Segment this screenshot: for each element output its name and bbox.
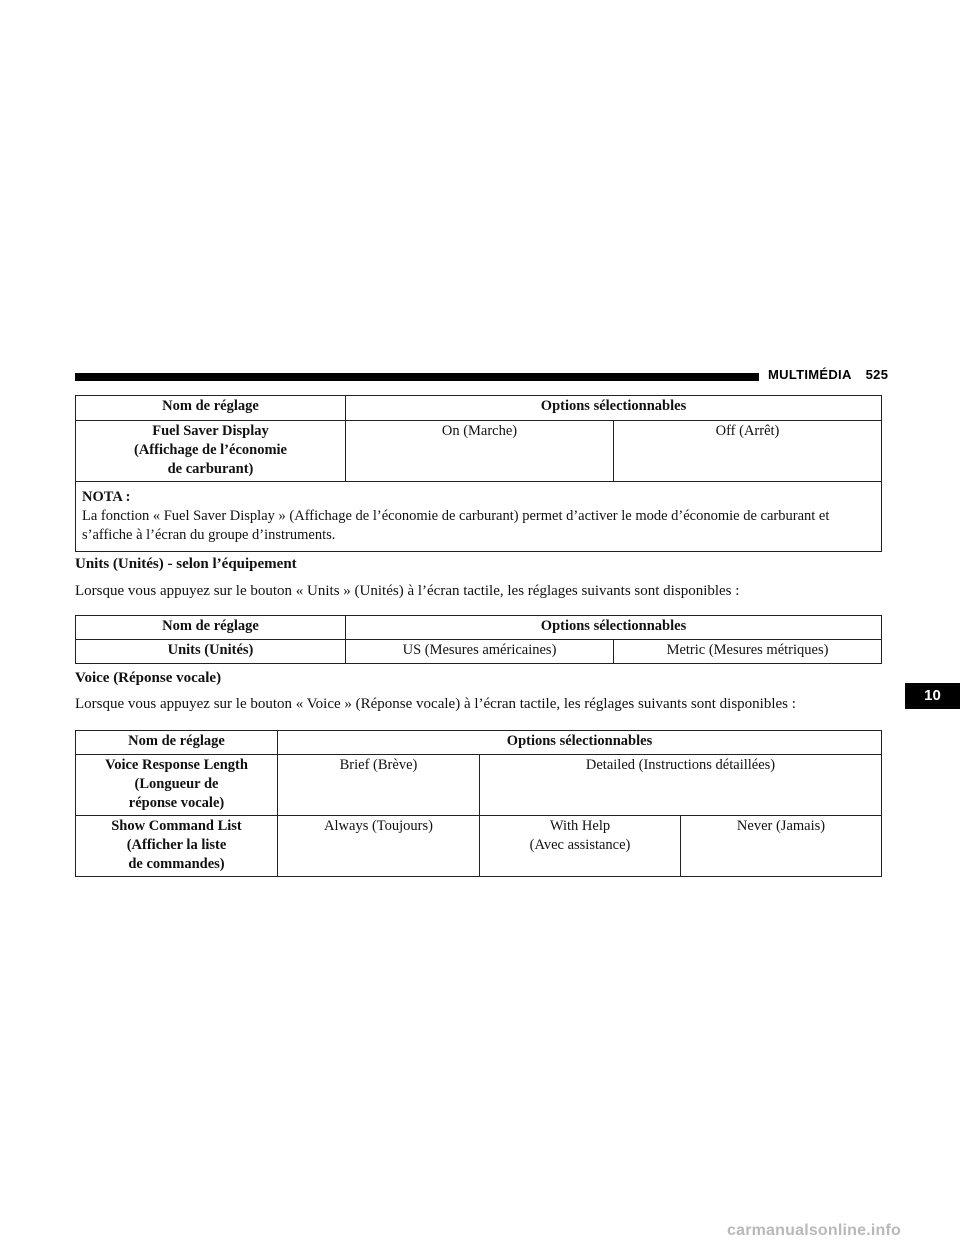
column-header-options: Options sélectionnables (346, 396, 882, 421)
option-cell: Off (Arrêt) (614, 421, 882, 482)
voice-table (75, 730, 882, 877)
setting-name-cell: Fuel Saver Display (Affichage de l’économie de carburant) (76, 421, 346, 482)
section-title: MULTIMÉDIA (768, 367, 852, 382)
column-header-name: Nom de réglage (76, 396, 346, 421)
column-header-name: Nom de réglage (76, 616, 346, 640)
running-header (768, 367, 888, 382)
option-cell: With Help (Avec assistance) (480, 816, 681, 877)
page-number: 525 (865, 367, 889, 382)
column-header-options: Options sélectionnables (346, 616, 882, 640)
column-header-name: Nom de réglage (76, 731, 278, 755)
note-cell (76, 482, 882, 552)
option-cell: Never (Jamais) (681, 816, 882, 877)
setting-name-cell: Units (Unités) (76, 640, 346, 664)
option-cell: Metric (Mesures métriques) (614, 640, 882, 664)
note-text: La fonction « Fuel Saver Display » (Affichage de l’économie de carburant) permet d’activer le mode d’économie de carburant et s’affiche à l’écran du groupe d’instruments. (82, 508, 830, 543)
option-cell: Detailed (Instructions détaillées) (480, 755, 882, 816)
option-cell: On (Marche) (346, 421, 614, 482)
watermark: carmanualsonline.info (727, 1222, 902, 1239)
units-table (75, 615, 882, 664)
option-cell: Brief (Brève) (278, 755, 480, 816)
voice-heading: Voice (Réponse vocale) (75, 670, 222, 686)
header-rule (75, 373, 759, 381)
column-header-options: Options sélectionnables (278, 731, 882, 755)
option-cell: US (Mesures américaines) (346, 640, 614, 664)
option-cell: Always (Toujours) (278, 816, 480, 877)
voice-paragraph: Lorsque vous appuyez sur le bouton « Voice » (Réponse vocale) à l’écran tactile, les réglages suivants sont disponibles : (75, 696, 796, 712)
units-paragraph: Lorsque vous appuyez sur le bouton « Units » (Unités) à l’écran tactile, les réglages suivants sont disponibles : (75, 583, 740, 599)
setting-name-cell: Show Command List (Afficher la liste de commandes) (76, 816, 278, 877)
units-heading: Units (Unités) - selon l’équipement (75, 556, 297, 572)
note-title: NOTA : (82, 489, 131, 505)
fuel-saver-table (75, 395, 882, 552)
chapter-tab: 10 (905, 683, 960, 709)
setting-name-cell: Voice Response Length (Longueur de réponse vocale) (76, 755, 278, 816)
